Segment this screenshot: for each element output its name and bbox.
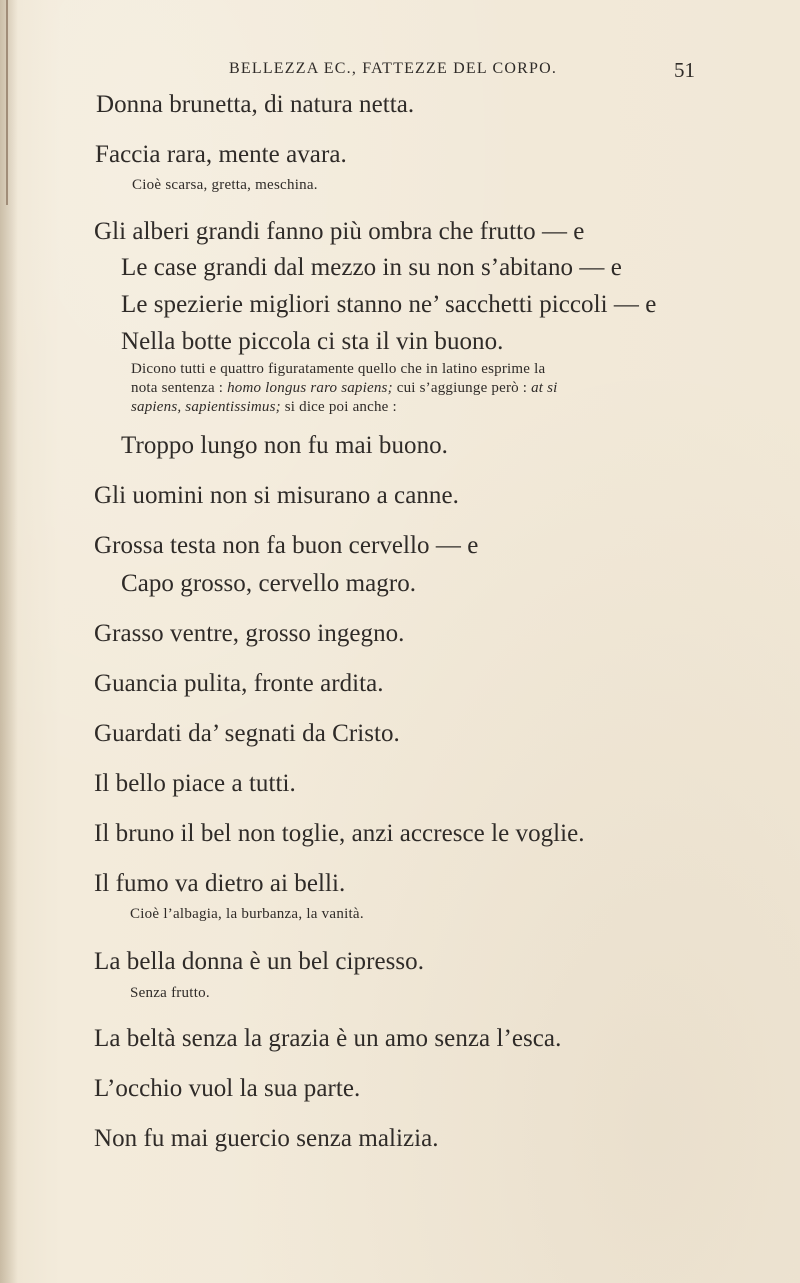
note-fumo: Cioè l’albagia, la burbanza, la vanità. xyxy=(130,906,364,922)
note-line-3-suffix: si dice poi anche : xyxy=(280,399,397,415)
proverb-bella-donna: La bella donna è un bel cipresso. xyxy=(94,948,425,975)
note-bella-donna: Senza frutto. xyxy=(130,985,210,1001)
proverb-bello-piace: Il bello piace a tutti. xyxy=(94,770,296,797)
proverb-fumo-va: Il fumo va dietro ai belli. xyxy=(94,870,346,897)
running-header-title: BELLEZZA EC., FATTEZZE DEL CORPO. xyxy=(229,60,558,77)
note-faccia-rara: Cioè scarsa, gretta, meschina. xyxy=(132,177,318,193)
note-line-1: Dicono tutti e quattro figuratamente quello che in latino esprime la xyxy=(131,361,546,377)
note-line-2-prefix: nota sentenza : xyxy=(131,380,228,396)
proverb-grasso-ventre: Grasso ventre, grosso ingegno. xyxy=(94,620,405,647)
proverb-bruno-bel: Il bruno il bel non toglie, anzi accresce le voglie. xyxy=(94,820,585,847)
latin-sentence-1: homo longus raro sapiens; xyxy=(227,380,393,396)
proverb-case-grandi: Le case grandi dal mezzo in su non s’abitano — e xyxy=(121,254,622,281)
note-line-2 xyxy=(131,380,558,397)
proverb-uomini-misurano: Gli uomini non si misurano a canne. xyxy=(94,482,459,509)
proverb-troppo-lungo: Troppo lungo non fu mai buono. xyxy=(121,432,448,459)
page-edge-shadow xyxy=(0,0,18,1283)
proverb-spezierie: Le spezierie migliori stanno ne’ sacchetti piccoli — e xyxy=(121,291,657,318)
left-page-rule xyxy=(6,0,8,205)
page-number: 51 xyxy=(674,58,695,82)
proverb-alberi-grandi: Gli alberi grandi fanno più ombra che frutto — e xyxy=(94,218,585,245)
proverb-capo-grosso: Capo grosso, cervello magro. xyxy=(121,570,417,597)
proverb-faccia-rara: Faccia rara, mente avara. xyxy=(95,141,347,168)
latin-sentence-3: sapiens, sapientissimus; xyxy=(131,399,281,415)
proverb-belta-grazia: La beltà senza la grazia è un amo senza l’esca. xyxy=(94,1025,562,1052)
note-line-3 xyxy=(131,399,397,416)
proverb-donna-brunetta: Donna brunetta, di natura netta. xyxy=(96,91,415,118)
proverb-occhio-vuol: L’occhio vuol la sua parte. xyxy=(94,1075,361,1102)
proverb-guardati-segnati: Guardati da’ segnati da Cristo. xyxy=(94,720,400,747)
proverb-botte-piccola: Nella botte piccola ci sta il vin buono. xyxy=(121,328,504,355)
latin-sentence-2: at si xyxy=(531,380,558,396)
note-line-2-suffix: cui s’aggiunge però : xyxy=(392,380,532,396)
proverb-grossa-testa: Grossa testa non fa buon cervello — e xyxy=(94,532,479,559)
proverb-guancia-pulita: Guancia pulita, fronte ardita. xyxy=(94,670,384,697)
proverb-guercio: Non fu mai guercio senza malizia. xyxy=(94,1125,439,1152)
